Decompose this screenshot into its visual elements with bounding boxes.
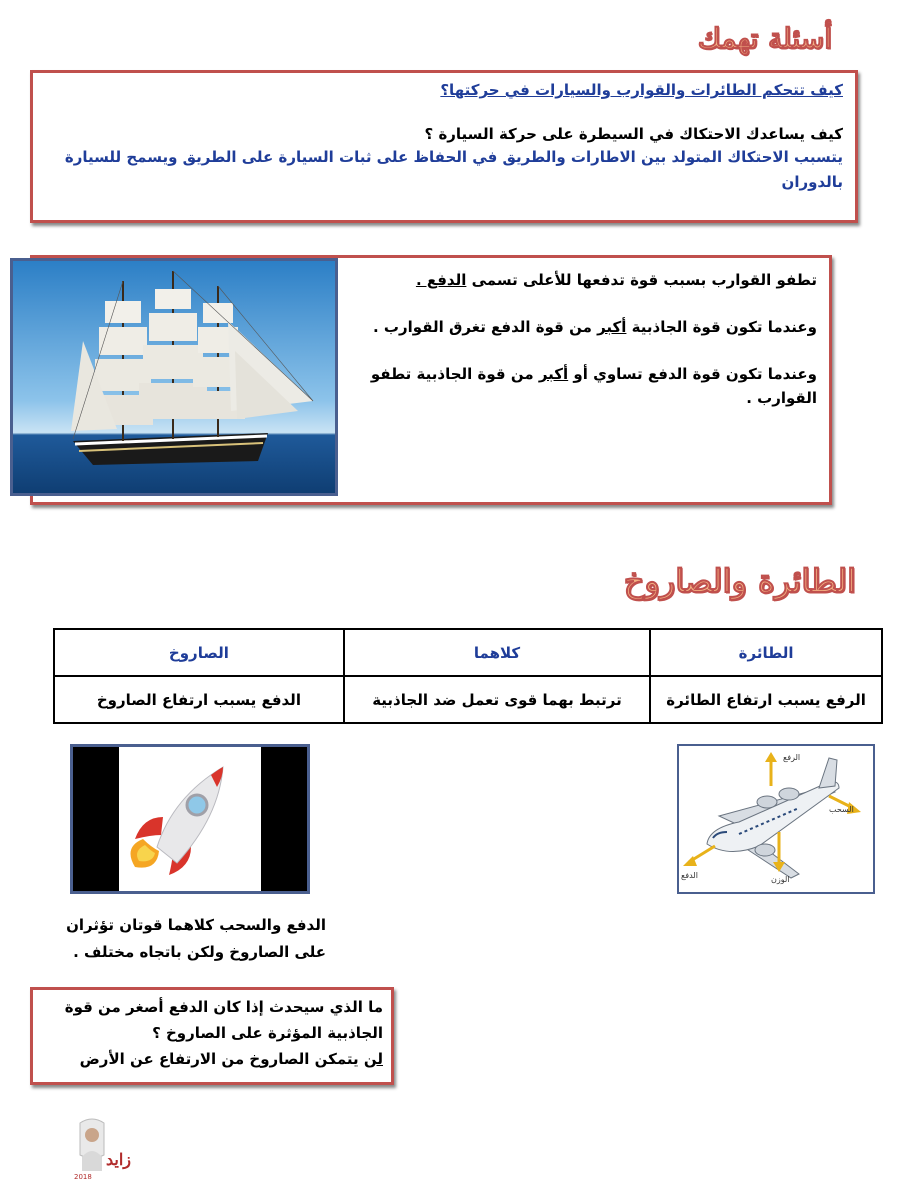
logo-text: زايد bbox=[106, 1150, 132, 1169]
rocket-question-line1: ما الذي سيحدث إذا كان الدفع أصغر من قوة bbox=[64, 998, 383, 1016]
boats-paragraph-float-equal bbox=[363, 362, 817, 410]
table-cell-rocket: الدفع يسبب ارتفاع الصاروخ bbox=[54, 676, 344, 723]
section-heading-questions: أسئلة تهمك bbox=[697, 22, 832, 55]
boats-p3-end: من قوة الجاذبية تطفو القوارب . bbox=[370, 365, 817, 407]
boats-p1-emphasis: الدفع . bbox=[415, 271, 467, 289]
boats-p2-end: من قوة الدفع تغرق القوارب . bbox=[373, 318, 598, 336]
questions-box bbox=[30, 70, 858, 223]
sailing-ship-image bbox=[10, 258, 338, 496]
rocket-caption-line1: الدفع والسحب كلاهما قوتان تؤثران bbox=[66, 916, 326, 934]
table-row bbox=[54, 676, 882, 723]
boats-p1-text: تطفو القوارب بسبب قوة تدفعها للأعلى تسمى bbox=[466, 271, 817, 289]
rocket-question-box bbox=[30, 987, 394, 1085]
rocket-question-line2: الجاذبية المؤثرة على الصاروخ ؟ bbox=[152, 1024, 383, 1042]
boats-p2-start: وعندما تكون قوة الجاذبية bbox=[626, 318, 817, 336]
airplane-forces-diagram bbox=[677, 744, 875, 894]
logo-year: 2018 bbox=[74, 1173, 92, 1181]
rocket-answer-rest: يتمكن الصاروخ من الارتفاع عن الأرض bbox=[79, 1050, 364, 1068]
boats-p2-emphasis: أكبر bbox=[597, 318, 627, 336]
table-cell-plane: الرفع يسبب ارتفاع الطائرة bbox=[650, 676, 882, 723]
rocket-caption-line2: على الصاروخ ولكن باتجاه مختلف . bbox=[73, 943, 326, 961]
rocket-answer-emphasis: لن bbox=[363, 1050, 383, 1068]
plane-rocket-comparison-table bbox=[53, 628, 883, 724]
boats-paragraph-float bbox=[363, 268, 817, 292]
section-heading-plane-rocket: الطائرة والصاروخ bbox=[623, 562, 856, 600]
diagram-label-drag: السحب bbox=[829, 805, 854, 814]
table-cell-both: ترتبط بهما قوى تعمل ضد الجاذبية bbox=[344, 676, 650, 723]
rocket-image bbox=[70, 744, 310, 894]
zayed-portrait-logo bbox=[70, 1115, 140, 1181]
table-header-both: كلاهما bbox=[344, 629, 650, 676]
question-friction: كيف يساعدك الاحتكاك في السيطرة على حركة السيارة ؟ bbox=[424, 125, 843, 143]
boats-text bbox=[363, 268, 817, 433]
zayed-year-logo bbox=[70, 1115, 140, 1181]
rocket-answer bbox=[41, 1046, 383, 1072]
question-control-movement: كيف تتحكم الطائرات والقوارب والسيارات في حركتها؟ bbox=[440, 81, 843, 99]
boats-paragraph-sink bbox=[363, 315, 817, 339]
airplane-illustration bbox=[679, 746, 873, 892]
rocket-illustration bbox=[73, 747, 307, 891]
sailing-ship-illustration bbox=[13, 261, 335, 493]
boats-p3-start: وعندما تكون قوة الدفع تساوي أو bbox=[568, 365, 817, 383]
table-header-plane: الطائرة bbox=[650, 629, 882, 676]
diagram-label-lift: الرفع bbox=[783, 753, 801, 762]
answer-friction: يتسبب الاحتكاك المتولد بين الاطارات والطريق في الحفاظ على ثبات السيارة على الطريق ويسمح للسيارة بالدوران bbox=[64, 148, 843, 191]
table-header-rocket: الصاروخ bbox=[54, 629, 344, 676]
table-header-row bbox=[54, 629, 882, 676]
boats-p3-emphasis: أكبر bbox=[538, 365, 569, 383]
rocket-caption bbox=[30, 912, 326, 966]
diagram-label-thrust: الدفع bbox=[681, 871, 698, 880]
diagram-label-weight: الوزن bbox=[771, 875, 790, 884]
